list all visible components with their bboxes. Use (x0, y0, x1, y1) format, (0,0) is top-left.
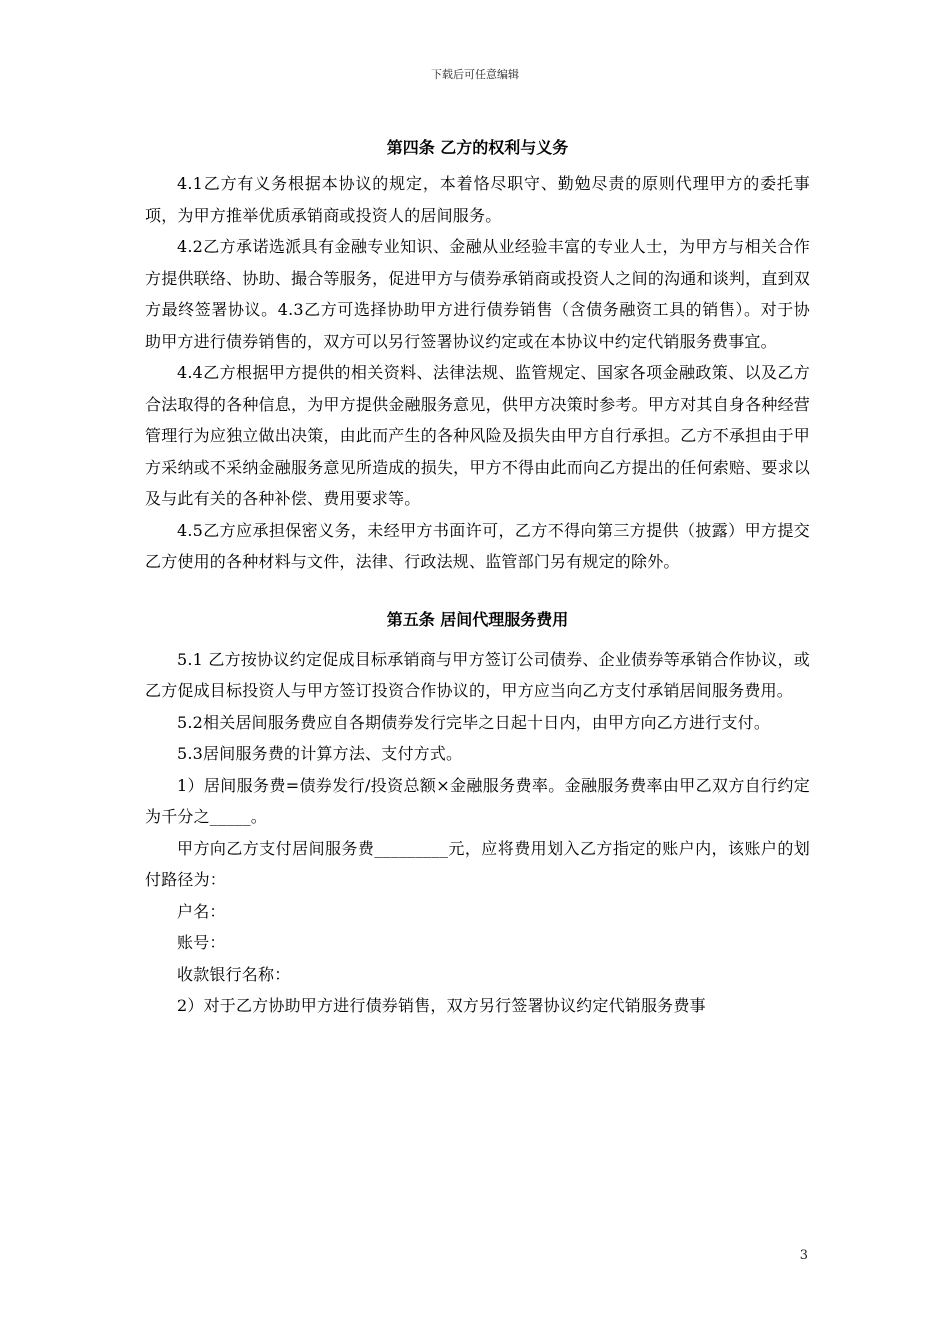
account-number-line: 账号： (177, 933, 226, 952)
paragraph-fee-amount: 甲方向乙方支付居间服务费_________元，应将费用划入乙方指定的账户内，该账户的划付路径为： (145, 838, 810, 889)
paragraph-fee-rate: 1）居间服务费=债券发行/投资总额×金融服务费率。金融服务费率由甲乙双方自行约定为千分之_____。 (145, 775, 810, 826)
paragraph-4-1: 4.1乙方有义务根据本协议的规定，本着恪尽职守、勤勉尽责的原则代理甲方的委托事项，为甲方推举优质承销商或投资人的居间服务。 (145, 174, 810, 225)
page-header: 下载后可任意编辑 (431, 68, 519, 81)
paragraph-4-5: 4.5乙方应承担保密义务，未经甲方书面许可，乙方不得向第三方提供（披露）甲方提交乙方使用的各种材料与文件，法律、行政法规、监管部门另有规定的除外。 (145, 520, 810, 571)
section-5-title: 第五条 居间代理服务费用 (386, 609, 569, 629)
page-number: 3 (799, 1248, 808, 1263)
paragraph-4-4: 4.4乙方根据甲方提供的相关资料、法律法规、监管规定、国家各项金融政策、以及乙方合法取得的各种信息，为甲方提供金融服务意见，供甲方决策时参考。甲方对其自身各种经营管理行为应独立做出决策，由此而产生的各种风险及损失由甲方自行承担。乙方不承担由于甲方采纳或不采纳金融服务意见所造成的损失，甲方不得由此而向乙方提出的任何索赔、要求以及与此有关的各种补偿、费用要求等。 (145, 363, 810, 508)
paragraph-sales-fee: 2）对于乙方协助甲方进行债券销售，双方另行签署协议约定代销服务费事 (177, 996, 706, 1015)
document-body (145, 134, 810, 1022)
bank-name-line: 收款银行名称： (177, 964, 291, 984)
section-4-title: 第四条 乙方的权利与义务 (386, 138, 569, 157)
paragraph-5-1: 5.1 乙方按协议约定促成目标承销商与甲方签订公司债券、企业债券等承销合作协议，或乙方促成目标投资人与甲方签订投资合作协议的，甲方应当向乙方支付承销居间服务费用。 (145, 649, 810, 700)
paragraph-5-2: 5.2相关居间服务费应自各期债券发行完毕之日起十日内，由甲方向乙方进行支付。 (177, 712, 771, 732)
paragraph-4-2: 4.2乙方承诺选派具有金融专业知识、金融从业经验丰富的专业人士，为甲方与相关合作方提供联络、协助、撮合等服务，促进甲方与债券承销商或投资人之间的沟通和谈判，直到双方最终签署协议。4.3乙方可选择协助甲方进行债券销售（含债务融资工具的销售）。对于协助甲方进行债券销售的，双方可以另行签署协议约定或在本协议中约定代销服务费事宜。 (145, 237, 810, 351)
paragraph-5-3: 5.3居间服务费的计算方法、支付方式。 (177, 744, 463, 763)
account-name-line: 户名： (177, 901, 226, 921)
